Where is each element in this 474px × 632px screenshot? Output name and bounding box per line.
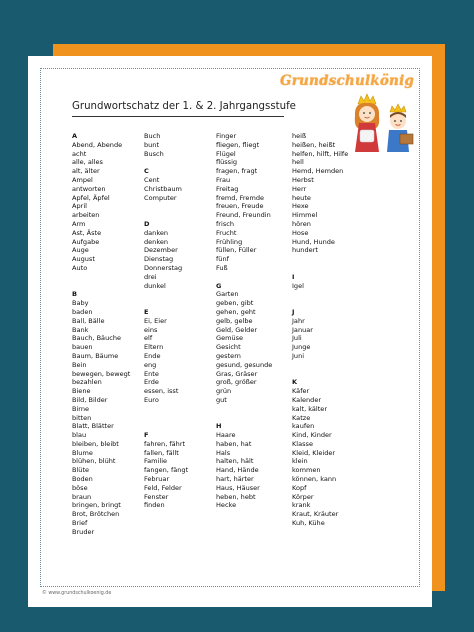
word-entry: Baby	[72, 299, 89, 308]
word-entry: heißen, heißt	[292, 140, 336, 149]
spacer	[72, 282, 130, 291]
word-entry: Flügel	[216, 149, 236, 158]
word-entry: Igel	[292, 281, 304, 290]
word-entry: fünf	[216, 255, 229, 264]
word-entry: groß, größer	[216, 378, 257, 387]
word-entry: Frucht	[216, 228, 237, 237]
word-entry: Jahr	[292, 316, 305, 325]
spacer	[292, 255, 348, 264]
word-entry: Hand, Hände	[216, 466, 259, 475]
word-entry: Hose	[292, 228, 309, 237]
word-entry: Apfel, Äpfel	[72, 193, 110, 202]
word-entry: Boden	[72, 475, 93, 484]
letter-heading: D	[144, 219, 150, 228]
word-entry: blühen, blüht	[72, 457, 116, 466]
title-underline	[72, 116, 284, 117]
letter-heading: K	[292, 378, 298, 387]
word-entry: freuen, Freude	[216, 202, 264, 211]
spacer	[292, 290, 348, 299]
word-entry: bauen	[72, 343, 93, 352]
word-entry: Käfer	[292, 387, 310, 396]
word-column-2	[144, 132, 188, 510]
word-entry: Kleid, Kleider	[292, 448, 336, 457]
word-entry: bitten	[72, 413, 92, 422]
word-entry: Blume	[72, 448, 93, 457]
spacer	[292, 299, 348, 308]
word-entry: Auge	[72, 246, 89, 255]
word-entry: Auto	[72, 263, 88, 272]
word-entry: kaufen	[292, 422, 315, 431]
word-entry: finden	[144, 501, 165, 510]
letter-heading: F	[144, 431, 149, 440]
word-entry: fangen, fängt	[144, 466, 189, 475]
word-entry: bunt	[144, 140, 160, 149]
word-entry: fragen, fragt	[216, 167, 258, 176]
word-entry: danken	[144, 228, 169, 237]
word-column-3	[216, 132, 272, 510]
letter-heading: B	[72, 290, 77, 299]
word-entry: elf	[144, 334, 153, 343]
word-entry: heute	[292, 193, 311, 202]
page-title: Grundwortschatz der 1. & 2. Jahrgangsstufe	[72, 101, 296, 112]
word-entry: Himmel	[292, 211, 318, 220]
word-entry: heiß	[292, 132, 307, 140]
word-entry: bleiben, bleibt	[72, 439, 119, 448]
word-entry: füllen, Füller	[216, 246, 257, 255]
word-entry: bewegen, bewegt	[72, 369, 131, 378]
word-entry: Körper	[292, 492, 314, 501]
word-entry: flüssig	[216, 158, 238, 167]
word-column-1	[72, 132, 130, 537]
word-entry: Haus, Häuser	[216, 483, 260, 492]
spacer	[144, 202, 188, 211]
word-entry: Gras, Gräser	[216, 369, 258, 378]
word-entry: gut	[216, 395, 227, 404]
spacer	[216, 405, 272, 414]
word-entry: Blatt, Blätter	[72, 422, 114, 431]
word-entry: geben, gibt	[216, 299, 254, 308]
word-entry: kommen	[292, 466, 321, 475]
letter-heading: E	[144, 307, 149, 316]
word-entry: können, kann	[292, 475, 337, 484]
spacer	[144, 414, 188, 423]
word-entry: Fuß	[216, 263, 228, 272]
word-entry: Ampel	[72, 175, 93, 184]
word-entry: frisch	[216, 219, 234, 228]
word-entry: Brief	[72, 519, 88, 528]
word-entry: haben, hat	[216, 439, 252, 448]
word-entry: drei	[144, 272, 157, 281]
word-entry: Gesicht	[216, 343, 241, 352]
word-entry: Erde	[144, 378, 159, 387]
word-entry: kalt, kälter	[292, 404, 328, 413]
word-entry: eng	[144, 360, 157, 369]
word-entry: hören	[292, 219, 311, 228]
word-entry: böse	[72, 483, 88, 492]
letter-heading: J	[292, 307, 295, 316]
word-entry: Gemüse	[216, 334, 244, 343]
word-entry: hundert	[292, 246, 318, 255]
word-entry: Ball, Bälle	[72, 316, 105, 325]
word-entry: bringen, bringt	[72, 501, 121, 510]
word-entry: Christbaum	[144, 184, 182, 193]
word-entry: Hemd, Hemden	[292, 167, 344, 176]
word-entry: halten, hält	[216, 457, 254, 466]
word-entry: Kalender	[292, 395, 322, 404]
word-entry: Haare	[216, 431, 236, 440]
word-entry: bezahlen	[72, 378, 102, 387]
word-entry: hart, härter	[216, 475, 254, 484]
word-entry: Computer	[144, 193, 177, 202]
word-entry: Juni	[292, 351, 305, 360]
word-column-4	[292, 132, 348, 528]
word-entry: alle, alles	[72, 158, 103, 167]
spacer	[292, 264, 348, 273]
word-entry: gelb, gelbe	[216, 316, 253, 325]
word-entry: Freitag	[216, 184, 239, 193]
word-entry: Hals	[216, 448, 231, 457]
letter-heading: I	[292, 272, 295, 281]
word-entry: August	[72, 255, 95, 264]
word-entry: klein	[292, 457, 308, 466]
children-illustration	[350, 90, 416, 154]
word-entry: hell	[292, 158, 304, 167]
spacer	[144, 299, 188, 308]
word-entry: krank	[292, 501, 311, 510]
word-entry: Ende	[144, 351, 161, 360]
brand-logo: Grundschulkönig	[280, 73, 415, 89]
word-entry: fremd, Fremde	[216, 193, 265, 202]
spacer	[144, 422, 188, 431]
letter-heading: G	[216, 281, 222, 290]
spacer	[292, 361, 348, 370]
spacer	[144, 158, 188, 167]
word-entry: fliegen, fliegt	[216, 140, 260, 149]
word-entry: Dienstag	[144, 255, 174, 264]
word-entry: gestern	[216, 351, 241, 360]
word-entry: Aufgabe	[72, 237, 100, 246]
word-entry: gehen, geht	[216, 307, 256, 316]
word-entry: heben, hebt	[216, 492, 256, 501]
word-entry: Cent	[144, 175, 160, 184]
word-entry: Kuh, Kühe	[292, 519, 325, 528]
word-entry: Eltern	[144, 343, 164, 352]
word-entry: essen, isst	[144, 387, 179, 396]
word-entry: eins	[144, 325, 158, 334]
word-entry: Garten	[216, 290, 239, 299]
letter-heading: H	[216, 422, 222, 431]
word-entry: Kopf	[292, 483, 307, 492]
word-entry: Bild, Bilder	[72, 395, 108, 404]
word-entry: Hexe	[292, 202, 309, 211]
word-entry: Bauch, Bäuche	[72, 334, 121, 343]
word-entry: Ei, Eier	[144, 316, 167, 325]
word-entry: arbeiten	[72, 211, 100, 220]
word-entry: Ast, Äste	[72, 228, 102, 237]
word-entry: Baum, Bäume	[72, 351, 119, 360]
word-entry: Ente	[144, 369, 159, 378]
word-entry: Hund, Hunde	[292, 237, 335, 246]
word-entry: fallen, fällt	[144, 448, 179, 457]
word-entry: Januar	[292, 325, 313, 334]
word-entry: Busch	[144, 149, 164, 158]
word-entry: Abend, Abende	[72, 140, 123, 149]
word-entry: Junge	[292, 343, 311, 352]
word-entry: gesund, gesunde	[216, 360, 273, 369]
word-entry: antworten	[72, 184, 106, 193]
word-entry: Feld, Felder	[144, 483, 182, 492]
spacer	[216, 273, 272, 282]
word-entry: Finger	[216, 132, 237, 140]
word-entry: Juli	[292, 334, 302, 343]
word-entry: Arm	[72, 219, 86, 228]
word-entry: Geld, Gelder	[216, 325, 258, 334]
worksheet-page	[28, 56, 432, 607]
word-entry: Dezember	[144, 246, 178, 255]
spacer	[216, 414, 272, 423]
word-entry: baden	[72, 307, 93, 316]
spacer	[292, 370, 348, 379]
word-entry: grün	[216, 387, 232, 396]
word-entry: acht	[72, 149, 87, 158]
word-entry: Familie	[144, 457, 168, 466]
spacer	[72, 273, 130, 282]
word-entry: Frühling	[216, 237, 243, 246]
word-entry: Fenster	[144, 492, 169, 501]
letter-heading: A	[72, 132, 78, 140]
spacer	[144, 405, 188, 414]
word-entry: braun	[72, 492, 92, 501]
word-entry: Euro	[144, 395, 159, 404]
word-entry: Bruder	[72, 527, 95, 536]
spacer	[144, 211, 188, 220]
word-entry: Kind, Kinder	[292, 431, 332, 440]
word-entry: Frau	[216, 175, 231, 184]
word-entry: Klasse	[292, 439, 313, 448]
word-entry: April	[72, 202, 87, 211]
word-entry: Hecke	[216, 501, 237, 510]
word-entry: Herbst	[292, 175, 314, 184]
word-entry: dunkel	[144, 281, 166, 290]
letter-heading: C	[144, 167, 149, 176]
word-entry: Biene	[72, 387, 91, 396]
word-entry: Herr	[292, 184, 307, 193]
word-entry: Katze	[292, 413, 311, 422]
word-entry: blau	[72, 431, 87, 440]
word-entry: Blüte	[72, 466, 90, 475]
copyright-footer: © www.grundschulkoenig.de	[42, 591, 112, 596]
word-entry: Freund, Freundin	[216, 211, 271, 220]
word-entry: Donnerstag	[144, 263, 183, 272]
word-entry: Februar	[144, 475, 170, 484]
word-entry: alt, älter	[72, 167, 100, 176]
word-entry: Bein	[72, 360, 87, 369]
word-entry: Bank	[72, 325, 89, 334]
word-entry: Buch	[144, 132, 161, 140]
word-entry: denken	[144, 237, 169, 246]
word-entry: Kraut, Kräuter	[292, 510, 339, 519]
word-entry: Brot, Brötchen	[72, 510, 120, 519]
spacer	[144, 290, 188, 299]
word-entry: fahren, fährt	[144, 439, 186, 448]
word-entry: Birne	[72, 404, 90, 413]
word-entry: helfen, hilft, Hilfe	[292, 149, 349, 158]
